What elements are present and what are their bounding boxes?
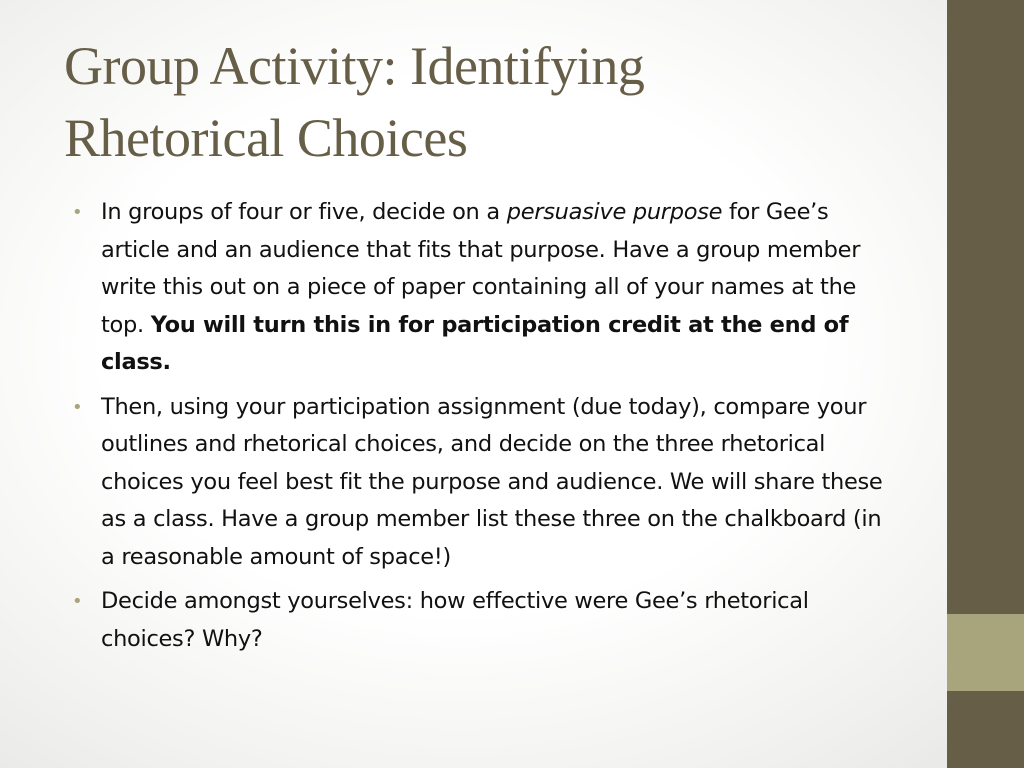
bullet-1-bold-phrase: You will turn this in for participation credit at the end of class. xyxy=(101,311,849,375)
slide-title-line-2: Rhetorical Choices xyxy=(64,108,468,168)
slide-title xyxy=(64,30,924,174)
bullet-item-3 xyxy=(64,583,900,658)
bullet-1-text-start: In groups of four or five, decide on a xyxy=(101,199,507,225)
slide-title-line-1: Group Activity: Identifying xyxy=(64,36,645,96)
bullet-item-1 xyxy=(64,194,900,382)
bullet-3-text: Decide amongst yourselves: how effective were Gee’s rhetorical choices? Why? xyxy=(101,588,809,652)
bullet-item-2 xyxy=(64,389,900,577)
bullet-icon: • xyxy=(72,396,83,418)
bullet-2-text: Then, using your participation assignment (due today), compare your outlines and rhetorical choices, and decide on the three rhetorical choices you feel best fit the purpose and audience. We will share these as a class. Have a group member list these three on the chalkboard (in a reasonable amount of space!) xyxy=(101,393,883,570)
bullet-list xyxy=(64,194,900,665)
bullet-icon: • xyxy=(72,591,83,612)
bullet-1-text-middle: for Gee’s article and an audience that fits that purpose. Have a group member write this out on a piece of paper containing all of your names at the top. xyxy=(101,199,861,338)
bullet-icon: • xyxy=(72,202,83,223)
bullet-1-italic-phrase: persuasive purpose xyxy=(506,199,723,225)
decorative-sidebar-accent xyxy=(947,614,1024,691)
